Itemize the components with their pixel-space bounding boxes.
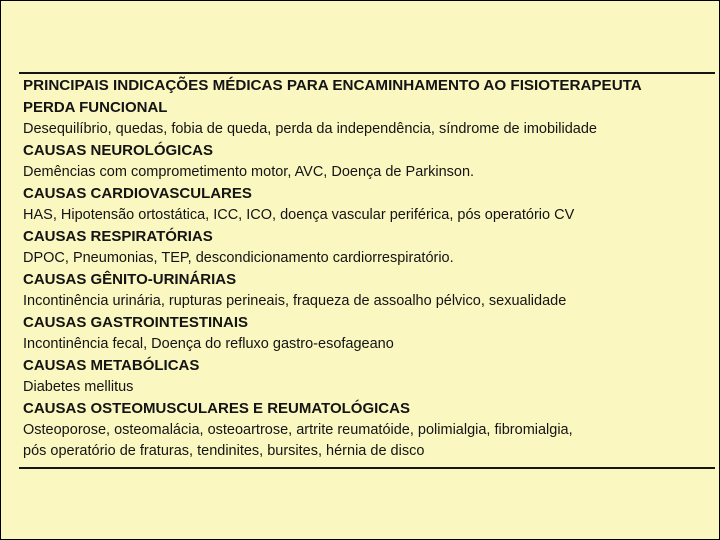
section-heading-genito-urinarias: CAUSAS GÊNITO-URINÁRIAS bbox=[23, 271, 237, 288]
section-detail-perda-funcional: Desequilíbrio, quedas, fobia de queda, perda da independência, síndrome de imobilidade bbox=[23, 121, 597, 137]
section-detail-metabolicas: Diabetes mellitus bbox=[23, 379, 134, 395]
section-detail-cardiovasculares: HAS, Hipotensão ortostática, ICC, ICO, doença vascular periférica, pós operatório CV bbox=[23, 207, 575, 223]
section-detail-osteomusculares-line-2: pós operatório de fraturas, tendinites, bursites, hérnia de disco bbox=[23, 443, 425, 459]
section-detail-neurologicas: Demências com comprometimento motor, AVC, Doença de Parkinson. bbox=[23, 164, 475, 180]
section-heading-neurologicas: CAUSAS NEUROLÓGICAS bbox=[23, 142, 214, 159]
section-detail-genito-urinarias: Incontinência urinária, rupturas perineais, fraqueza de assoalho pélvico, sexualidade bbox=[23, 293, 567, 309]
section-heading-perda-funcional: PERDA FUNCIONAL bbox=[23, 99, 168, 116]
document-title: PRINCIPAIS INDICAÇÕES MÉDICAS PARA ENCAMINHAMENTO AO FISIOTERAPEUTA bbox=[23, 77, 642, 94]
indications-table bbox=[19, 72, 715, 469]
section-heading-metabolicas: CAUSAS METABÓLICAS bbox=[23, 357, 200, 374]
section-detail-gastrointestinais: Incontinência fecal, Doença do refluxo gastro-esofageano bbox=[23, 336, 394, 352]
section-detail-respiratorias: DPOC, Pneumonias, TEP, descondicionamento cardiorrespiratório. bbox=[23, 250, 454, 266]
section-heading-gastrointestinais: CAUSAS GASTROINTESTINAIS bbox=[23, 314, 249, 331]
section-detail-osteomusculares-line-1: Osteoporose, osteomalácia, osteoartrose, artrite reumatóide, polimialgia, fibromialgia, bbox=[23, 422, 573, 438]
bottom-rule bbox=[19, 467, 715, 469]
section-heading-cardiovasculares: CAUSAS CARDIOVASCULARES bbox=[23, 185, 252, 202]
section-heading-osteomusculares: CAUSAS OSTEOMUSCULARES E REUMATOLÓGICAS bbox=[23, 400, 410, 417]
top-rule bbox=[19, 72, 715, 74]
section-heading-respiratorias: CAUSAS RESPIRATÓRIAS bbox=[23, 228, 213, 245]
